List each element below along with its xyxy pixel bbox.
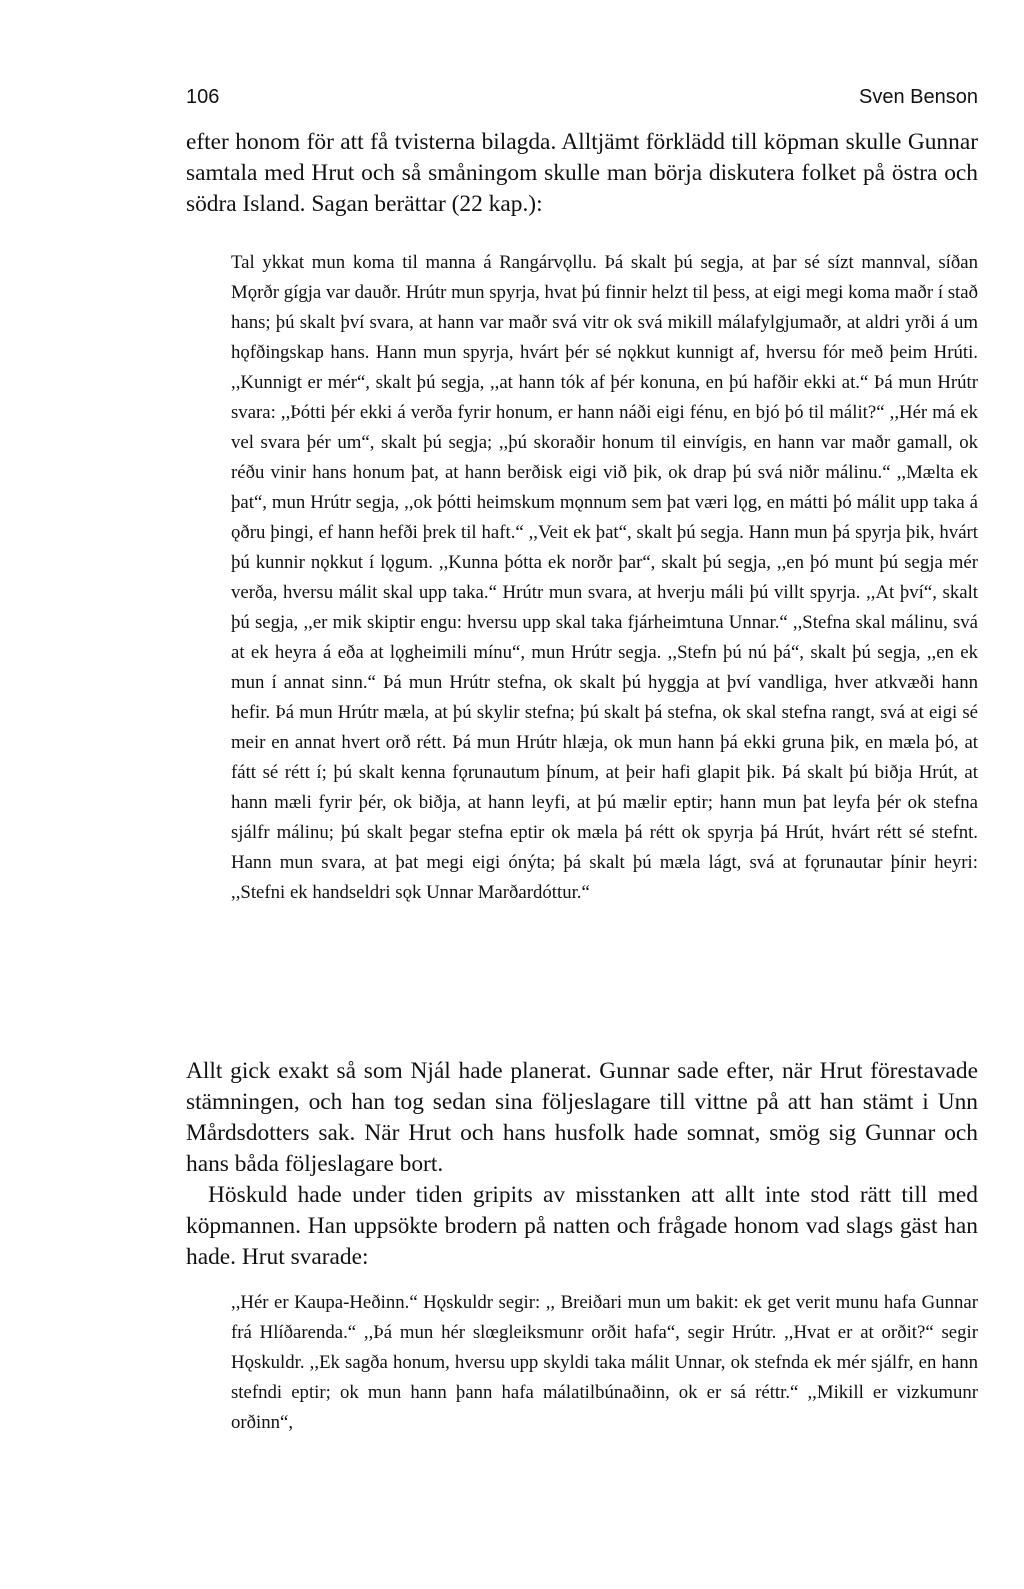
running-head-author: Sven Benson	[859, 86, 978, 108]
body-paragraph: efter honom för att få tvisterna bilagda. Alltjämt förklädd till köpman skulle Gunnar samtala med Hrut och så småningom skulle man börja diskutera folket på östra och södra Island. Sagan berättar (22 kap.):	[186, 129, 978, 217]
body-paragraph: Allt gick exakt så som Njál hade planerat. Gunnar sade efter, när Hrut förestavade stämningen, och han tog sedan sina följeslagare till vittne på att han stämt i Unn Mårdsdotters sak. När Hrut och hans husfolk hade somnat, smög sig Gunnar och hans båda följeslagare bort.	[186, 1058, 978, 1177]
saga-quotation: ,,Hér er Kaupa-Heðinn.“ Hǫskuldr segir: ,, Breiðari mun um bakit: ek get verit munu hafa Gunnar frá Hlíðarenda.“ ,,Þá mun hér slœgleiksmunr orðit hafa“, segir Hrútr. ,,Hvat er at orðit?“ segir Hǫskuldr. ,,Ek sagða honum, hversu upp skyldi taka málit Unnar, ok stefnda ek mér sjálfr, en hann stefndi eptir; ok mun hann þann hafa málatilbúnaðinn, ok er sá réttr.“ ,,Mikill er vizkumunr orðinn“,	[231, 1292, 978, 1433]
page-number: 106	[186, 86, 220, 108]
saga-quotation: Tal ykkat mun koma til manna á Rangárvǫllu. Þá skalt þú segja, at þar sé sízt mannval, síðan Mǫrðr gígja var dauðr. Hrútr mun spyrja, hvat þú finnir helzt til þess, at eigi megi koma maðr í stað hans; þú skalt því svara, at hann var maðr svá vitr ok svá mikill málafylgjumaðr, at aldri yrði á um hǫfðingskap hans. Hann mun spyrja, hvárt þér sé nǫkkut kunnigt af, hversu fór með þeim Hrúti. ,,Kunnigt er mér“, skalt þú segja, ,,at hann tók af þér konuna, en þú hafðir ekki at.“ Þá mun Hrútr svara: ,,Þótti þér ekki á verða fyrir honum, er hann náði eigi fénu, en bjó þó til málit?“ ,,Hér má ek vel svara þér um“, skalt þú segja; ,,þú skoraðir honum til einvígis, en hann var maðr gamall, ok réðu vinir hans honum þat, at hann berðisk eigi við þik, ok drap þú svá niðr málinu.“ ,,Mælta ek þat“, mun Hrútr segja, ,,ok þótti heimskum mǫnnum sem þat væri lǫg, en mátti þó málit upp taka á ǫðru þingi, ef hann hefði þrek til haft.“ ,,Veit ek þat“, skalt þú segja. Hann mun þá spyrja þik, hvárt þú kunnir nǫkkut í lǫgum. ,,Kunna þótta ek norðr þar“, skalt þú segja, ,,en þó munt þú segja mér verða, hversu málit skal upp taka.“ Hrútr mun svara, at hverju máli þú villt spyrja. ,,At því“, skalt þú segja, ,,er mik skiptir engu: hversu upp skal taka fjárheimtuna Unnar.“ ,,Stefna skal málinu, svá at ek heyra á eða at lǫgheimili mínu“, mun Hrútr segja. ,,Stefn þú nú þá“, skalt þú segja, ,,en ek mun í annat sinn.“ Þá mun Hrútr stefna, ok skalt þú hyggja at því vandliga, hver atkvæði hann hefir. Þá mun Hrútr mæla, at þú skylir stefna; þú skalt þá stefna, ok skal stefna rangt, svá at eigi sé meir en annat hvert orð rétt. Þá mun Hrútr hlæja, ok mun hann þá ekki gruna þik, en mæla þó, at fátt sé rétt í; þú skalt kenna fǫrunautum þínum, at þeir hafi glapit þik. Þá skalt þú biðja Hrút, at hann mæli fyrir þér, ok biðja, at hann leyfi, at þú mælir eptir; hann mun þat leyfa þér ok stefna sjálfr málinu; þú skalt þegar stefna eptir ok mæla þá rétt ok spyrja þá Hrút, hvárt rétt sé stefnt. Hann mun svara, at þat megi eigi ónýta; þá skalt þú mæla lágt, svá at fǫrunautar þínir heyri: ,,Stefni ek handseldri sǫk Unnar Marðardóttur.“	[231, 252, 978, 903]
page-header	[186, 84, 978, 114]
body-paragraph: Höskuld hade under tiden gripits av misstanken att allt inte stod rätt till med köpmannen. Han uppsökte brodern på natten och frågade honom vad slags gäst han hade. Hrut svarade:	[186, 1182, 978, 1270]
